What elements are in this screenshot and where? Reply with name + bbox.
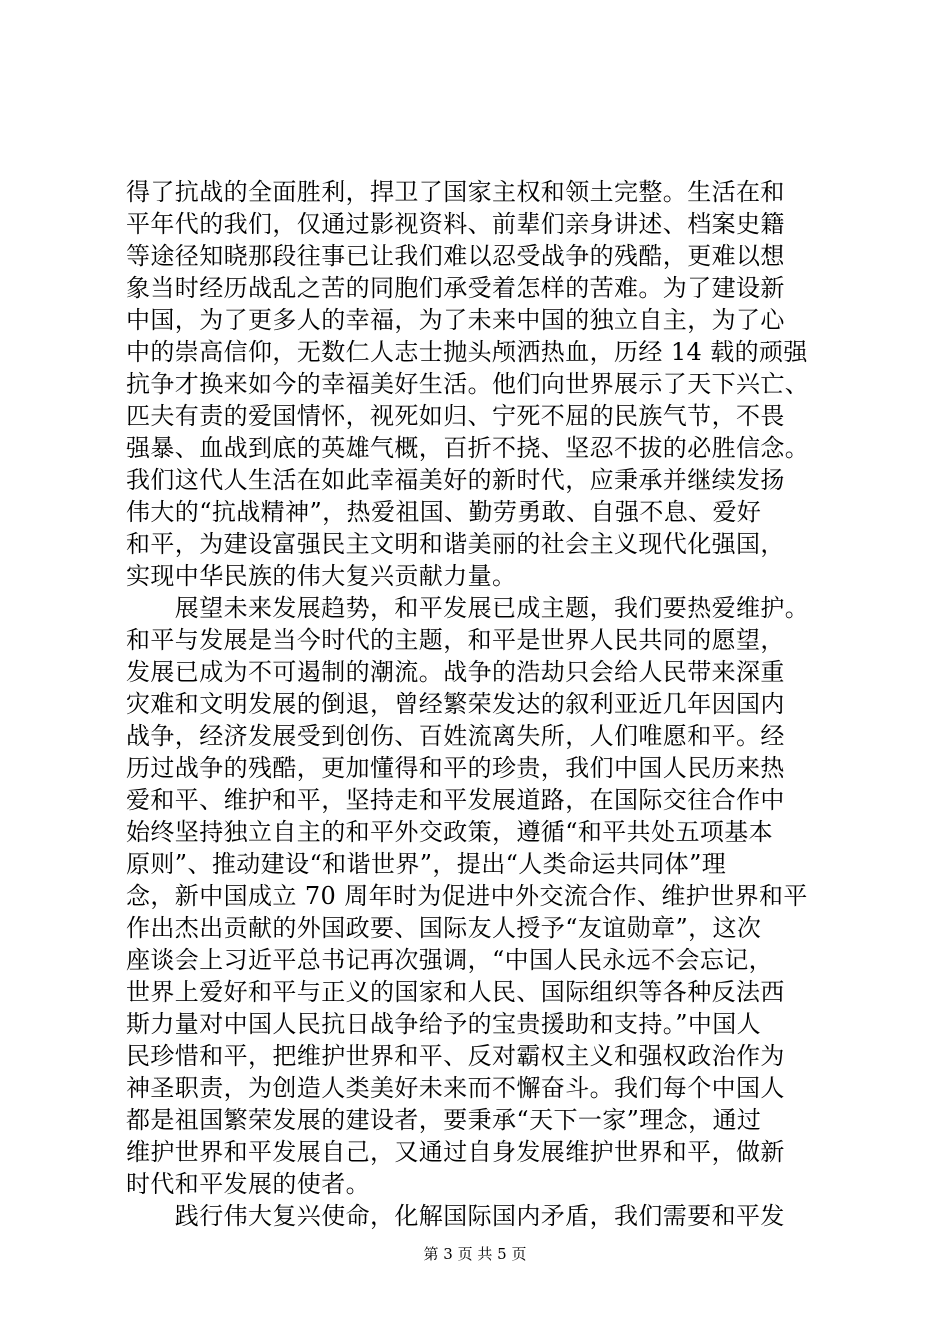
text-line: 得了抗战的全面胜利，捍卫了国家主权和领土完整。生活在和: [126, 178, 785, 206]
text-line: 爱和平、维护和平，坚持走和平发展道路，在国际交往合作中: [126, 786, 785, 814]
text-line: 展望未来发展趋势，和平发展已成主题，我们要热爱维护。: [126, 594, 810, 622]
text-line: 世界上爱好和平与正义的国家和人民、国际组织等各种反法西: [126, 978, 785, 1006]
text-line: 神圣职责，为创造人类美好未来而不懈奋斗。我们每个中国人: [126, 1074, 785, 1102]
text-line: 和平，为建设富强民主文明和谐美丽的社会主义现代化强国，: [126, 530, 785, 558]
text-line: 象当时经历战乱之苦的同胞们承受着怎样的苦难。为了建设新: [126, 274, 785, 302]
text-line: 实现中华民族的伟大复兴贡献力量。: [126, 562, 517, 590]
text-line: 我们这代人生活在如此幸福美好的新时代，应秉承并继续发扬: [126, 466, 785, 494]
text-line: 等途径知晓那段往事已让我们难以忍受战争的残酷，更难以想: [126, 242, 785, 270]
text-line: 始终坚持独立自主的和平外交政策，遵循“和平共处五项基本: [126, 818, 774, 846]
text-line: 斯力量对中国人民抗日战争给予的宝贵援助和支持。”中国人: [126, 1010, 762, 1038]
text-line: 和平与发展是当今时代的主题，和平是世界人民共同的愿望，: [126, 626, 785, 654]
text-line: 伟大的“抗战精神”，热爱祖国、勤劳勇敢、自强不息、爱好: [126, 498, 762, 526]
text-line: 强暴、血战到底的英雄气概，百折不挠、坚忍不拔的必胜信念。: [126, 434, 810, 462]
text-line: 历过战争的残酷，更加懂得和平的珍贵，我们中国人民历来热: [126, 754, 785, 782]
text-line: 都是祖国繁荣发展的建设者，要秉承“天下一家”理念，通过: [126, 1106, 762, 1134]
text-line: 灾难和文明发展的倒退，曾经繁荣发达的叙利亚近几年因国内: [126, 690, 785, 718]
text-line: 发展已成为不可遏制的潮流。战争的浩劫只会给人民带来深重: [126, 658, 785, 686]
text-line: 作出杰出贡献的外国政要、国际友人授予“友谊勋章”，这次: [126, 914, 762, 942]
text-line: 民珍惜和平，把维护世界和平、反对霸权主义和强权政治作为: [126, 1042, 785, 1070]
text-line: 匹夫有责的爱国情怀，视死如归、宁死不屈的民族气节，不畏: [126, 402, 785, 430]
text-line: 维护世界和平发展自己，又通过自身发展维护世界和平，做新: [126, 1138, 785, 1166]
text-line: 践行伟大复兴使命，化解国际国内矛盾，我们需要和平发: [126, 1202, 785, 1230]
page-footer: 第 3 页 共 5 页: [423, 1245, 527, 1263]
text-line: 战争，经济发展受到创伤、百姓流离失所，人们唯愿和平。经: [126, 722, 785, 750]
text-line: 念，新中国成立 70 周年时为促进中外交流合作、维护世界和平: [126, 882, 808, 910]
text-line: 座谈会上习近平总书记再次强调，“中国人民永远不会忘记，: [126, 946, 774, 974]
text-line: 原则”、推动建设“和谐世界”，提出“人类命运共同体”理: [126, 850, 727, 878]
text-line: 中国，为了更多人的幸福，为了未来中国的独立自主，为了心: [126, 306, 785, 334]
text-line: 平年代的我们，仅通过影视资料、前辈们亲身讲述、档案史籍: [126, 210, 785, 238]
document-body: [126, 176, 826, 1232]
text-line: 中的崇高信仰，无数仁人志士抛头颅洒热血，历经 14 载的顽强: [126, 338, 808, 366]
text-line: 时代和平发展的使者。: [126, 1170, 370, 1198]
text-line: 抗争才换来如今的幸福美好生活。他们向世界展示了天下兴亡、: [126, 370, 810, 398]
